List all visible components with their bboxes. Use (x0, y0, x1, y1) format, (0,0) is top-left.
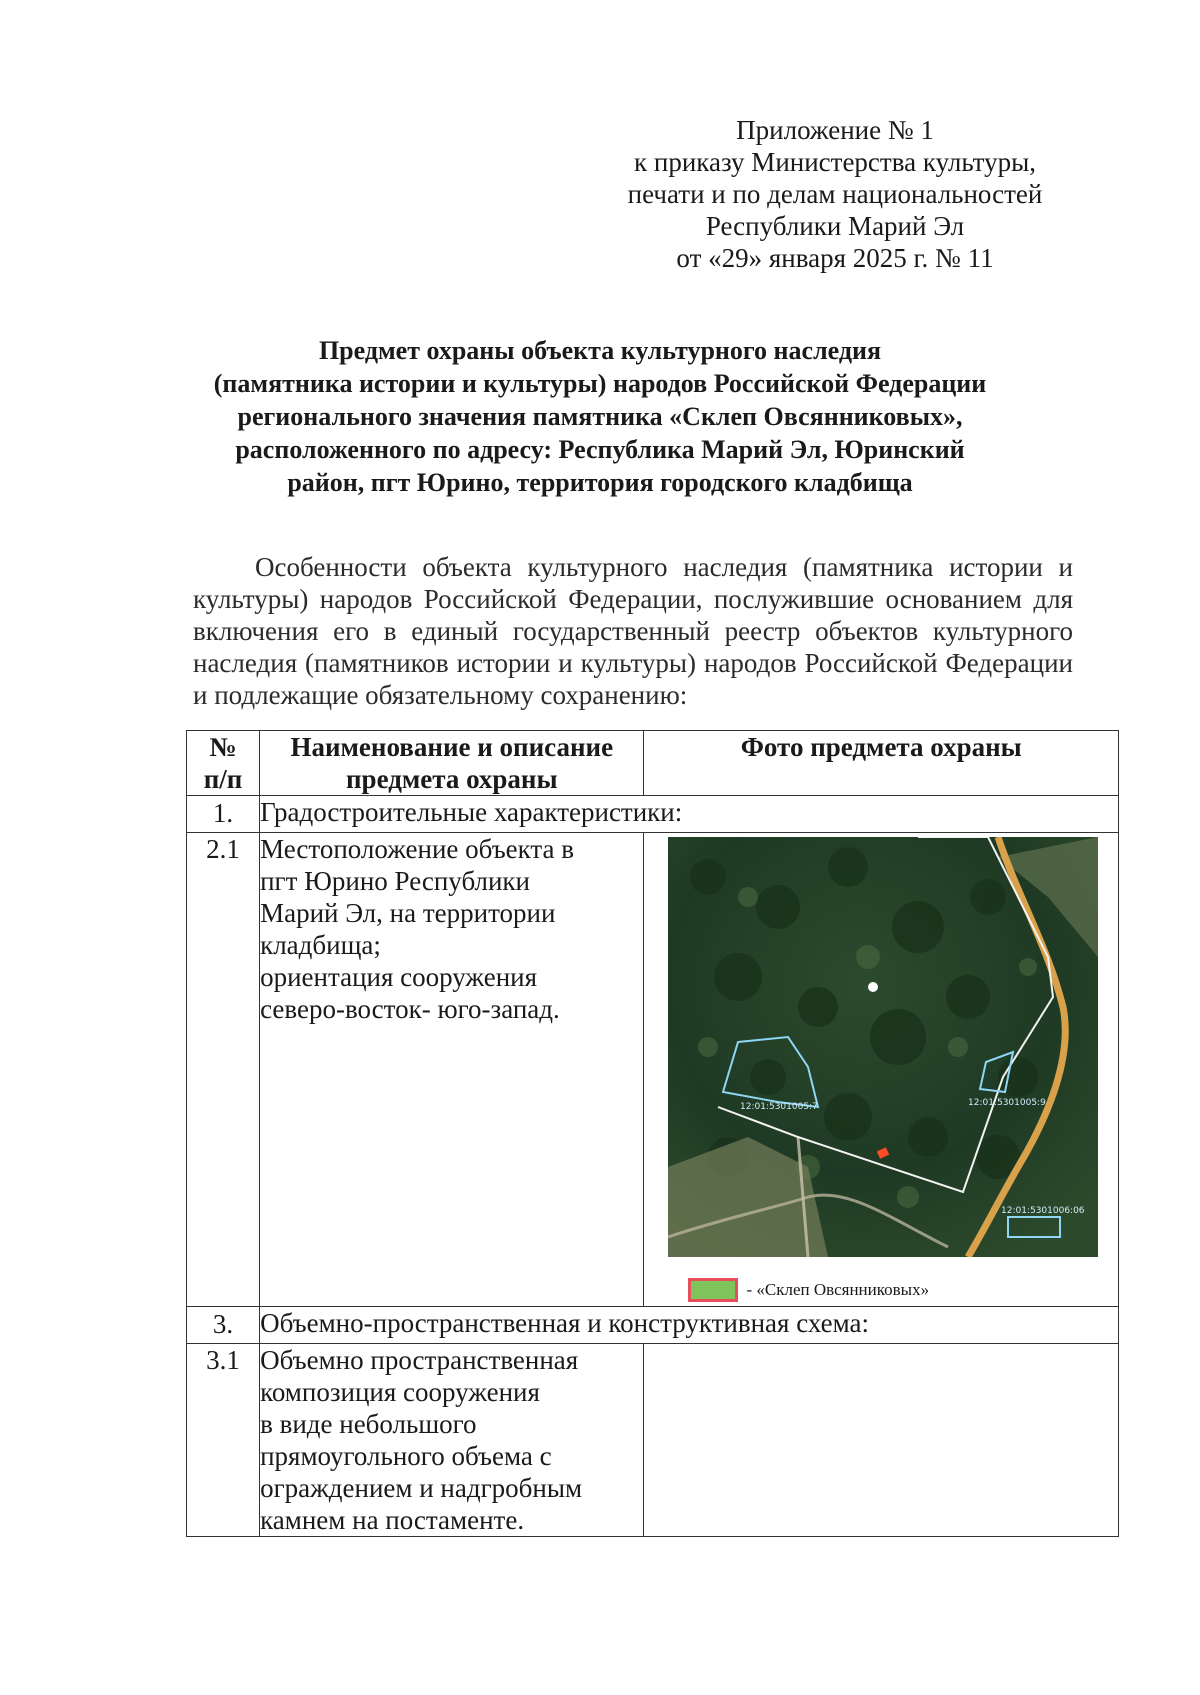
section-row (187, 796, 1119, 833)
table-row (187, 833, 1119, 1307)
appendix-header (600, 114, 1070, 274)
description-line: Марий Эл, на территории (260, 898, 556, 928)
appendix-line: Республики Марий Эл (705, 211, 965, 241)
satellite-map (668, 837, 1098, 1257)
appendix-line: печати и по делам национальностей (627, 179, 1043, 209)
section-number: 1. (187, 796, 260, 833)
photo-cell-empty (644, 1344, 1119, 1537)
title-line: Предмет охраны объекта культурного наследия (318, 336, 882, 365)
legend-label: - «Склеп Овсянниковых» (746, 1280, 930, 1299)
description-line: Объемно пространственная (260, 1345, 579, 1375)
row-number: 3.1 (187, 1344, 260, 1537)
map-legend (688, 1274, 1118, 1306)
description-line: ограждением и надгробным (260, 1473, 583, 1503)
cemetery-marker-icon (868, 982, 878, 992)
appendix-line: от «29» января 2025 г. № 11 (676, 243, 994, 273)
title-line: (памятника истории и культуры) народов Российской Федерации (213, 369, 987, 398)
legend-swatch (688, 1278, 738, 1302)
map-container (644, 833, 1118, 1306)
description-line: кладбища; (260, 930, 381, 960)
appendix-line: к приказу Министерства культуры, (634, 147, 1036, 177)
header-number-line: № (209, 732, 237, 762)
appendix-line: Приложение № 1 (736, 115, 934, 145)
header-photo: Фото предмета охраны (644, 731, 1119, 796)
description-line: пгт Юрино Республики (260, 866, 530, 896)
header-name (260, 731, 644, 796)
row-number: 2.1 (187, 833, 260, 1307)
description-line: прямоугольного объема с (260, 1441, 552, 1471)
title-line: район, пгт Юрино, территория городского кладбища (287, 468, 913, 497)
row-description (260, 1344, 644, 1537)
section-number: 3. (187, 1307, 260, 1344)
protection-subject-table (186, 730, 1119, 1537)
description-line: в виде небольшого (260, 1409, 477, 1439)
document-title (150, 334, 1050, 499)
description-line: камнем на постаменте. (260, 1505, 525, 1535)
title-line: расположенного по адресу: Республика Марий Эл, Юринский (235, 435, 965, 464)
table-row (187, 1344, 1119, 1537)
description-line: северо-восток- юго-запад. (260, 994, 560, 1024)
section-row (187, 1307, 1119, 1344)
description-line: композиция сооружения (260, 1377, 540, 1407)
description-line: Местоположение объекта в (260, 834, 575, 864)
parcel-left-label: 12:01:5301005:7 (740, 1102, 819, 1112)
parcel-bottom-label: 12:01:5301006:06 (1001, 1206, 1086, 1216)
section-label: Объемно-пространственная и конструктивная схема: (260, 1307, 1119, 1344)
header-name-line: Наименование и описание (290, 732, 614, 762)
photo-cell (644, 833, 1119, 1307)
title-line: регионального значения памятника «Склеп Овсянниковых», (237, 402, 963, 431)
parcel-right-label: 12:01:5301005:9 (968, 1098, 1047, 1108)
header-number-line: п/п (203, 764, 243, 794)
header-number (187, 731, 260, 796)
intro-paragraph: Особенности объекта культурного наследия (памятника истории и культуры) народов Российской Федерации, послужившие основанием для включения его в единый государственный реестр объектов культурного наследия (памятников истории и культуры) народов Российской Федерации и подлежащие обязательному сохранению: (193, 552, 1073, 710)
section-label: Градостроительные характеристики: (260, 796, 1119, 833)
row-description (260, 833, 644, 1307)
description-line: ориентация сооружения (260, 962, 538, 992)
header-name-line: предмета охраны (346, 764, 558, 794)
table-header-row (187, 731, 1119, 796)
